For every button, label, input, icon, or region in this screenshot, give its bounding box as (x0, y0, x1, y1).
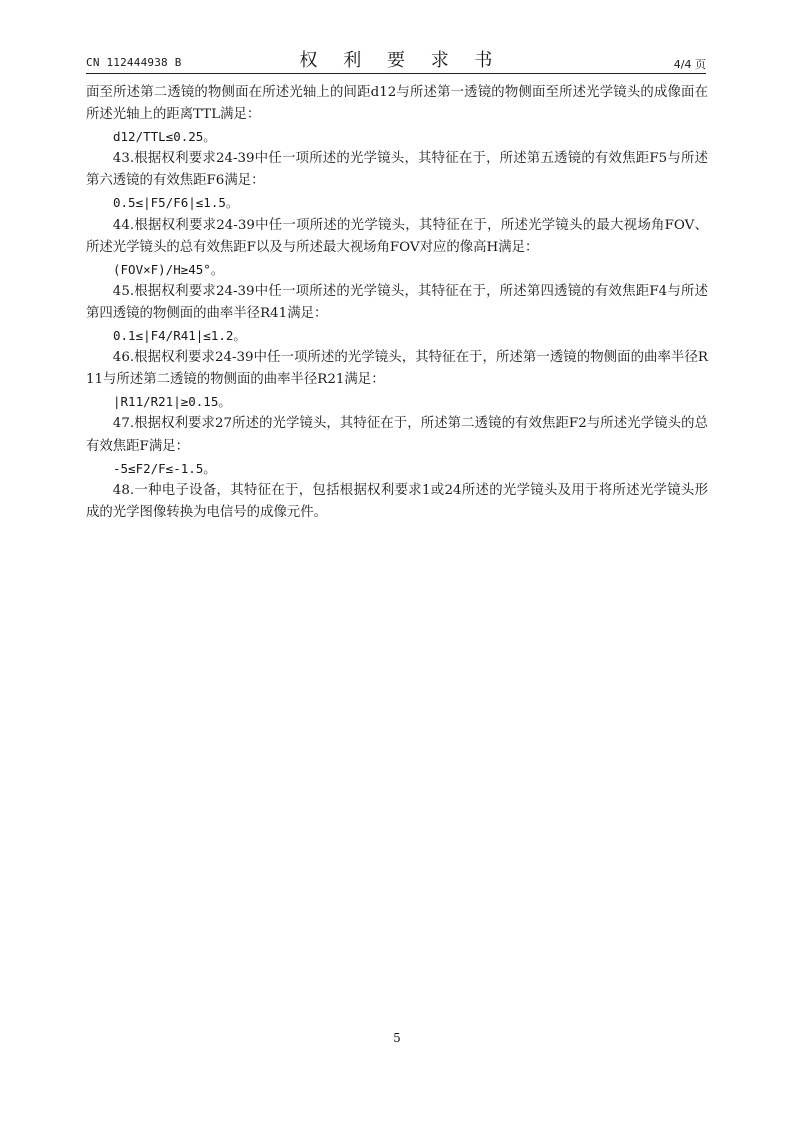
claim-44-formula: (FOV×F)/H≥45°。 (113, 261, 224, 277)
page-indicator: 4/4 页 (673, 58, 706, 71)
patent-number: CN 112444938 B (86, 56, 182, 69)
claim-47: 47.根据权利要求27所述的光学镜头，其特征在于，所述第二透镜的有效焦距F2与所述光学镜头的总有效焦距F满足： (86, 416, 708, 454)
claim-continuation: 面至所述第二透镜的物侧面在所述光轴上的间距d12与所述第一透镜的物侧面至所述光学镜头的成像面在所述光轴上的距离TTL满足： (86, 85, 708, 123)
claim-48: 48.一种电子设备，其特征在于，包括根据权利要求1或24所述的光学镜头及用于将所述光学镜头形成的光学图像转换为电信号的成像元件。 (86, 482, 708, 520)
claim-43: 43.根据权利要求24-39中任一项所述的光学镜头，其特征在于，所述第五透镜的有效焦距F5与所述第六透镜的有效焦距F6满足： (86, 151, 708, 189)
page-number: 5 (393, 1031, 401, 1045)
claim-47-formula: -5≤F2/F≤-1.5。 (113, 460, 216, 476)
claim-46: 46.根据权利要求24-39中任一项所述的光学镜头，其特征在于，所述第一透镜的物侧面的曲率半径R11与所述第二透镜的物侧面的曲率半径R21满足： (86, 350, 708, 388)
page-header (86, 44, 706, 72)
claim-43-formula: 0.5≤|F5/F6|≤1.5。 (113, 195, 239, 211)
claim-45-formula: 0.1≤|F4/R41|≤1.2。 (113, 328, 246, 344)
claims-body (86, 82, 708, 524)
document-title: 权 利 要 求 书 (299, 50, 503, 71)
claim-formula: d12/TTL≤0.25。 (113, 129, 216, 145)
claim-44: 44.根据权利要求24-39中任一项所述的光学镜头，其特征在于，所述光学镜头的最大视场角FOV、所述光学镜头的总有效焦距F以及与所述最大视场角FOV对应的像高H满足： (86, 217, 708, 255)
claim-46-formula: |R11/R21|≥0.15。 (113, 394, 231, 410)
claim-45: 45.根据权利要求24-39中任一项所述的光学镜头，其特征在于，所述第四透镜的有效焦距F4与所述第四透镜的物侧面的曲率半径R41满足： (86, 283, 708, 321)
header-divider (86, 73, 706, 74)
